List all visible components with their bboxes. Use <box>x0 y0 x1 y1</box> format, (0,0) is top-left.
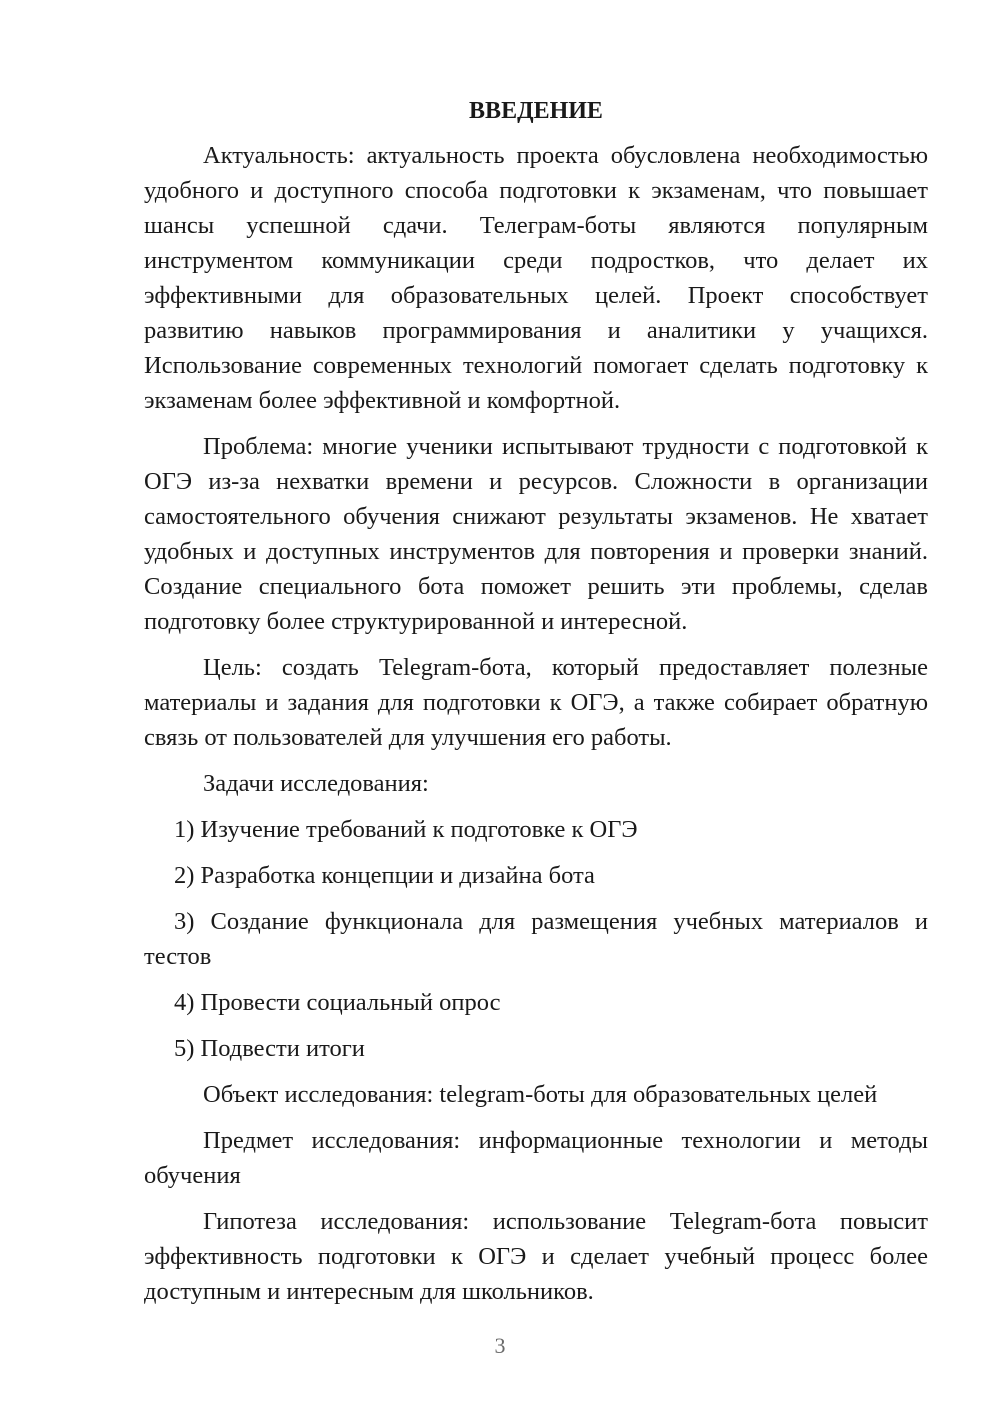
paragraph-subject: Предмет исследования: информационные технологии и методы обучения <box>144 1127 928 1189</box>
paragraph-problem: Проблема: многие ученики испытывают трудности с подготовкой к ОГЭ из-за нехватки времени и ресурсов. Сложности в организации самостоятельного обучения снижают результаты экзаменов. Не хватает удобных и доступных инструментов для повторения и проверки знаний. Создание специального бота поможет решить эти проблемы, сделав подготовку более структурированной и интересной. <box>144 433 928 635</box>
list-item: 5) Подвести итоги <box>174 1035 365 1062</box>
paragraph-object: Объект исследования: telegram-боты для образовательных целей <box>203 1081 878 1108</box>
paragraph-goal: Цель: создать Telegram-бота, который предоставляет полезные материалы и задания для подготовки к ОГЭ, а также собирает обратную связь от пользователей для улучшения его работы. <box>144 654 928 751</box>
paragraph-relevance: Актуальность: актуальность проекта обусловлена необходимостью удобного и доступного способа подготовки к экзаменам, что повышает шансы успешной сдачи. Телеграм-боты являются популярным инструментом коммуникации среди подростков, что делает их эффективными для образовательных целей. Проект способствует развитию навыков программирования и аналитики у учащихся. Использование современных технологий помогает сделать подготовку к экзаменам более эффективной и комфортной. <box>144 142 928 414</box>
page-content <box>144 96 928 1320</box>
list-item: 4) Провести социальный опрос <box>174 989 501 1016</box>
list-item: 3) Создание функционала для размещения учебных материалов и тестов <box>144 908 928 970</box>
section-heading: ВВЕДЕНИЕ <box>469 98 603 124</box>
list-item: 1) Изучение требований к подготовке к ОГЭ <box>174 816 638 843</box>
page-number: 3 <box>494 1333 506 1358</box>
paragraph-hypothesis: Гипотеза исследования: использование Telegram-бота повысит эффективность подготовки к ОГЭ и сделает учебный процесс более доступным и интересным для школьников. <box>144 1208 928 1305</box>
tasks-list <box>144 812 928 1066</box>
tasks-heading: Задачи исследования: <box>203 770 429 797</box>
list-item: 2) Разработка концепции и дизайна бота <box>174 862 595 889</box>
